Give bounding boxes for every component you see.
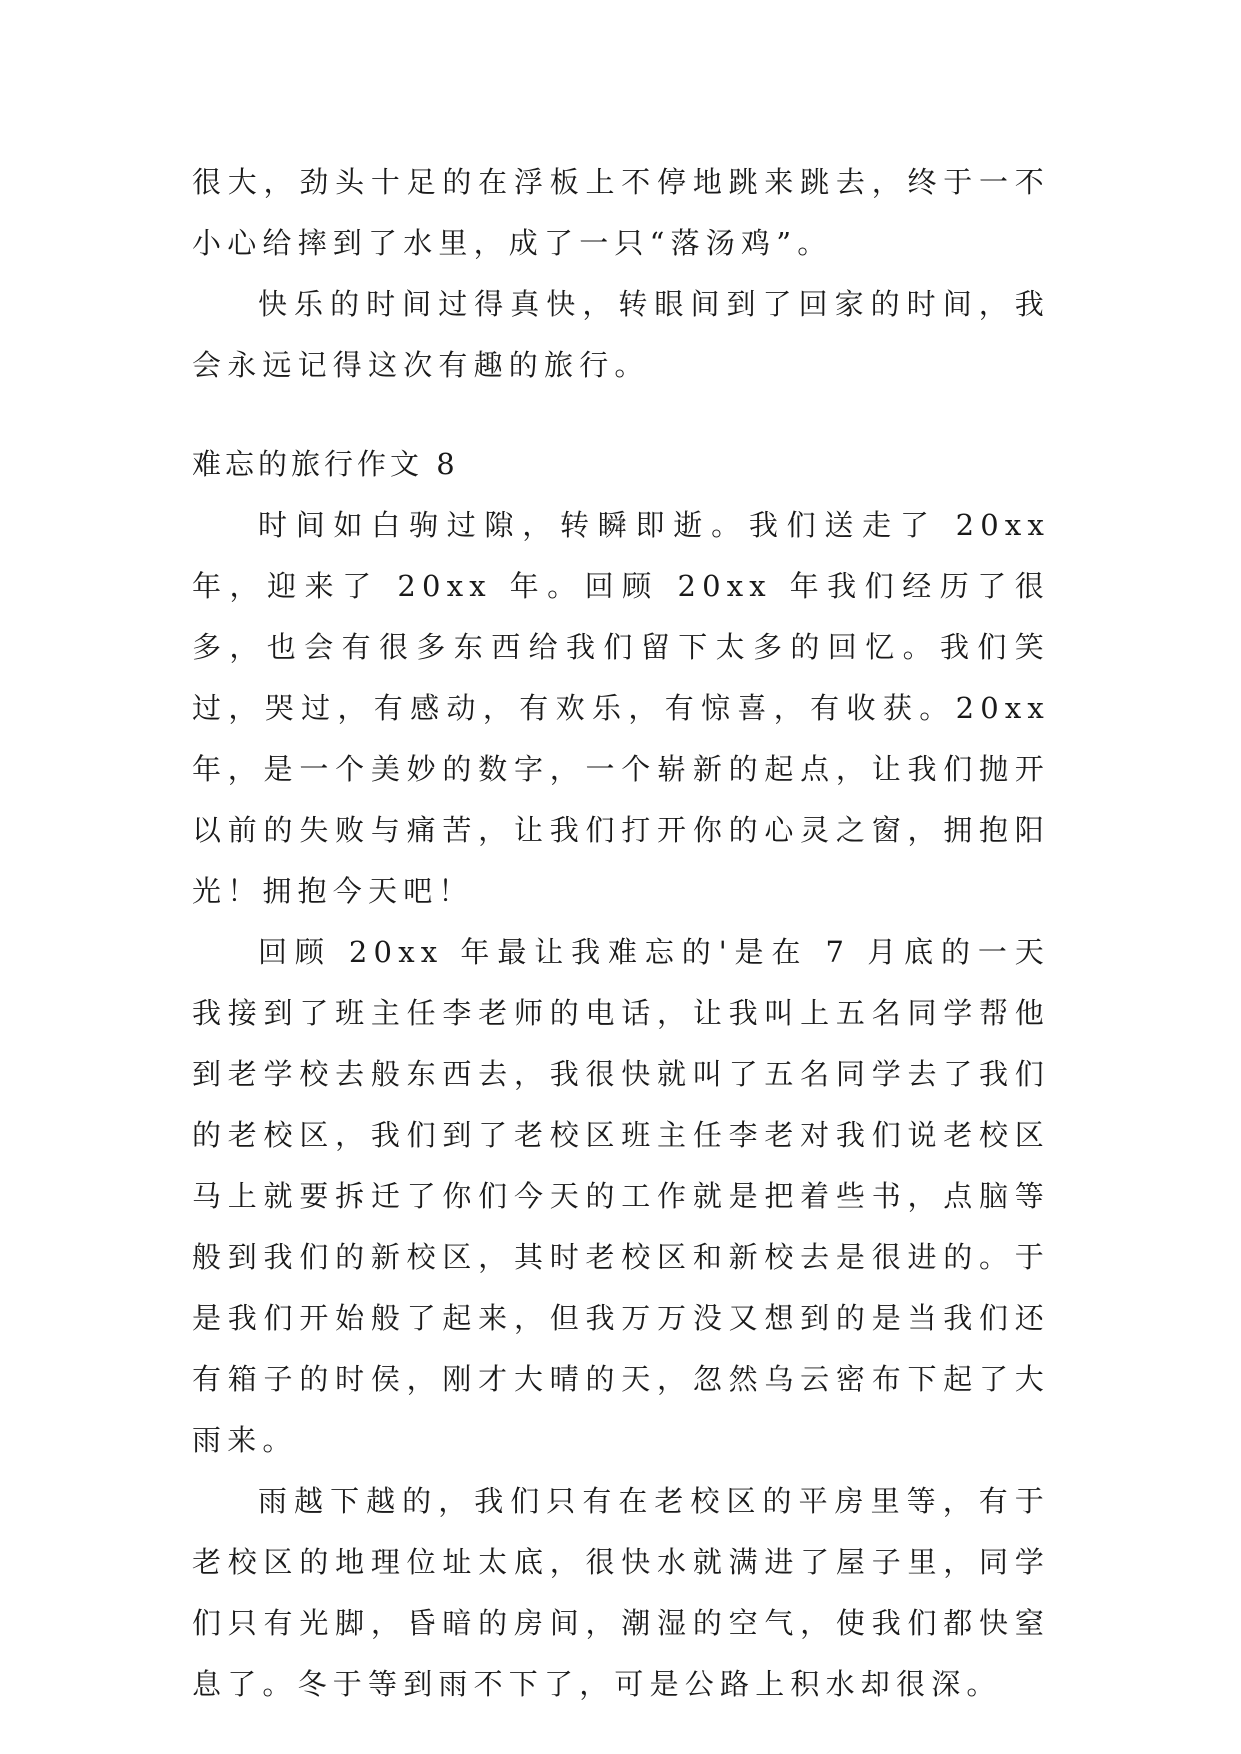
document-page [192,152,1050,1715]
paragraph-rain: 雨越下越的，我们只有在老校区的平房里等，有于老校区的地理位址太底，很快水就满进了屋子里，同学们只有光脚，昏暗的房间，潮湿的空气，使我们都快窒息了。冬于等到雨不下了，可是公路上积水却很深。 [192,1484,1050,1701]
paragraph-closing: 快乐的时间过得真快，转眼间到了回家的时间，我会永远记得这次有趣的旅行。 [192,287,1050,382]
paragraph-continued: 很大，劲头十足的在浮板上不停地跳来跳去，终于一不小心给摔到了水里，成了一只“落汤鸡”。 [192,165,1050,260]
paragraph-story: 回顾 20xx 年最让我难忘的'是在 7 月底的一天我接到了班主任李老师的电话，让我叫上五名同学帮他到老学校去般东西去，我很快就叫了五名同学去了我们的老校区，我们到了老校区班主任李老对我们说老校区马上就要拆迁了你们今天的工作就是把着些书，点脑等般到我们的新校区，其时老校区和新校去是很进的。于是我们开始般了起来，但我万万没又想到的是当我们还有箱子的时侯，刚才大晴的天，忽然乌云密布下起了大雨来。 [192,935,1050,1457]
section-title: 难忘的旅行作文 8 [192,447,459,481]
paragraph-intro: 时间如白驹过隙，转瞬即逝。我们送走了 20xx 年，迎来了 20xx 年。回顾 20xx 年我们经历了很多，也会有很多东西给我们留下太多的回忆。我们笑过，哭过，有感动，有欢乐，有惊喜，有收获。20xx 年，是一个美妙的数字，一个崭新的起点，让我们抛开以前的失败与痛苦，让我们打开你的心灵之窗，拥抱阳光！拥抱今天吧！ [192,508,1050,908]
